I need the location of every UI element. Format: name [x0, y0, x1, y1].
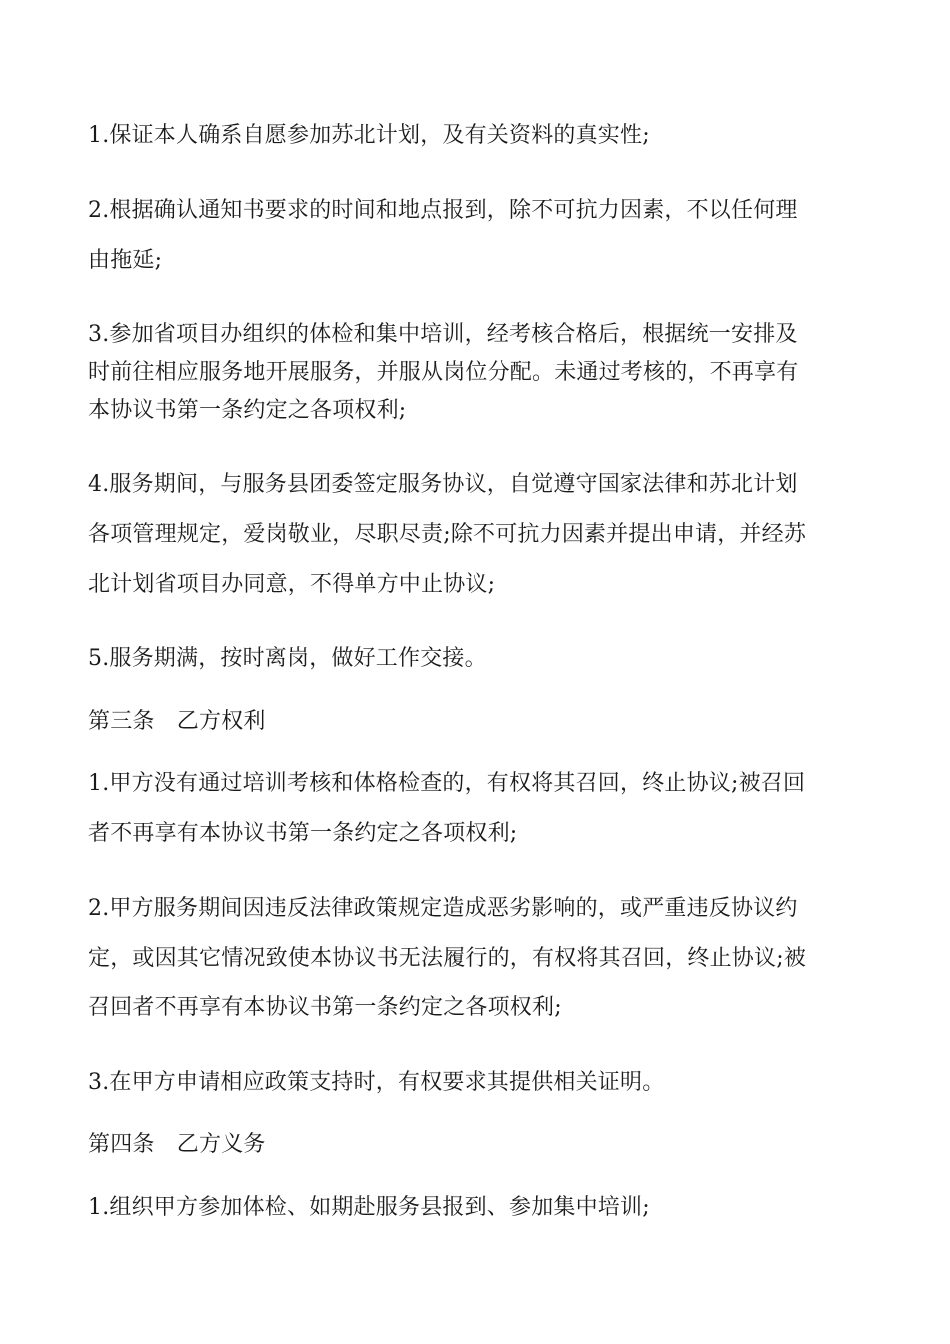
text-line: 5.服务期满，按时离岗，做好工作交接。	[88, 646, 487, 671]
text-line: 1.组织甲方参加体检、如期赴服务县报到、参加集中培训;	[88, 1195, 650, 1220]
section-heading: 第三条 乙方权利	[88, 709, 266, 734]
text-line: 1.保证本人确系自愿参加苏北计划，及有关资料的真实性;	[88, 123, 650, 148]
text-line: 北计划省项目办同意，不得单方中止协议;	[88, 572, 496, 597]
text-line: 3.参加省项目办组织的体检和集中培训，经考核合格后，根据统一安排及	[88, 322, 798, 347]
text-line: 由拖延;	[88, 248, 163, 273]
text-line: 3.在甲方申请相应政策支持时，有权要求其提供相关证明。	[88, 1070, 665, 1095]
text-line: 2.甲方服务期间因违反法律政策规定造成恶劣影响的，或严重违反协议约	[88, 896, 798, 921]
text-line: 4.服务期间，与服务县团委签定服务协议，自觉遵守国家法律和苏北计划	[88, 472, 798, 497]
text-line: 本协议书第一条约定之各项权利;	[88, 398, 407, 423]
text-line: 时前往相应服务地开展服务，并服从岗位分配。未通过考核的，不再享有	[88, 360, 799, 385]
text-line: 1.甲方没有通过培训考核和体格检查的，有权将其召回，终止协议;被召回	[88, 771, 806, 796]
text-line: 各项管理规定，爱岗敬业，尽职尽责;除不可抗力因素并提出申请，并经苏	[88, 522, 807, 547]
text-line: 2.根据确认通知书要求的时间和地点报到，除不可抗力因素，不以任何理	[88, 198, 798, 223]
text-line: 者不再享有本协议书第一条约定之各项权利;	[88, 821, 518, 846]
text-line: 定，或因其它情况致使本协议书无法履行的，有权将其召回，终止协议;被	[88, 946, 807, 971]
text-line: 召回者不再享有本协议书第一条约定之各项权利;	[88, 995, 562, 1020]
section-heading: 第四条 乙方义务	[88, 1132, 266, 1157]
